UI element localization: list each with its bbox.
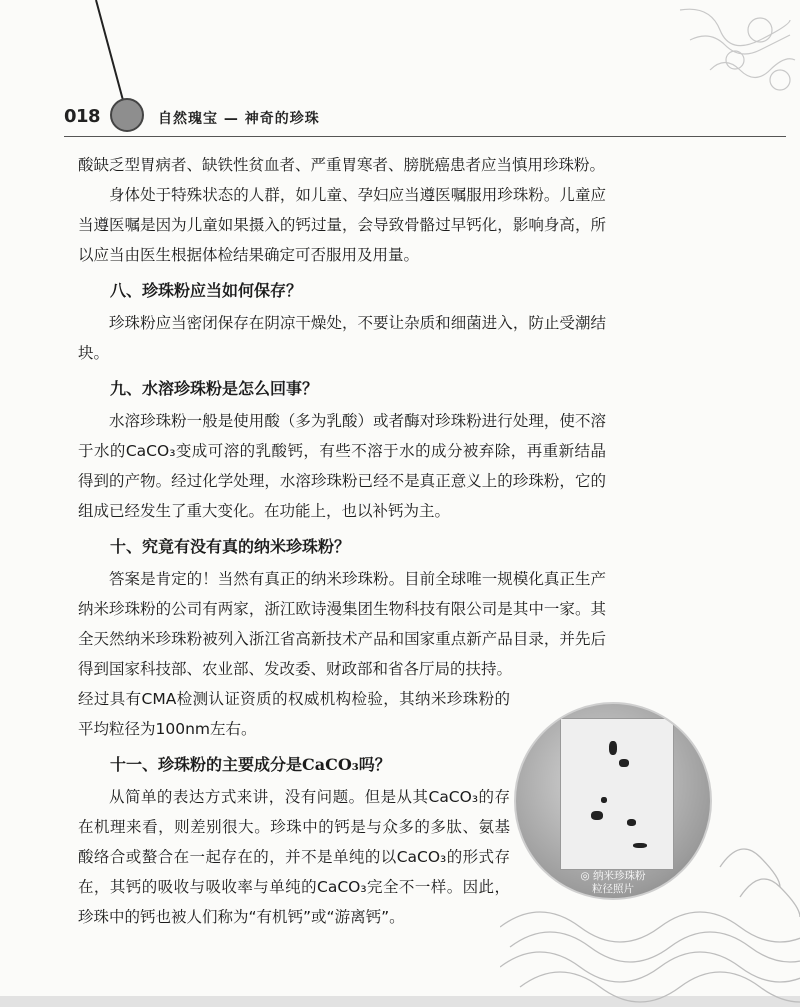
corner-swirl-ornament (660, 0, 800, 110)
section-heading-10: 十、究竟有没有真的纳米珍珠粉？ (110, 537, 351, 556)
running-header-title: 自然瑰宝 — 神奇的珍珠 (158, 111, 320, 127)
section-body-8: 珍珠粉应当密闭保存在阴凉干燥处，不要让杂质和细菌进入，防止受潮结块。 (78, 314, 606, 362)
micrograph-image (560, 718, 674, 870)
section-heading-11: 十一、珍珠粉的主要成分是CaCO₃吗？ (110, 755, 391, 774)
section-body-10-cont: 经过具有CMA检测认证资质的权威机构检验，其纳米珍珠粉的平均粒径为100nm左右。 (78, 690, 510, 738)
section-body-10: 答案是肯定的！当然有真正的纳米珍珠粉。目前全球唯一规模化真正生产纳米珍珠粉的公司有两家，浙江欧诗漫集团生物科技有限公司是其中一家。其全天然纳米珍珠粉被列入浙江省高新技术产品和国家重点新产品目录，并先后得到国家科技部、农业部、发改委、财政部和省各厅局的扶持。 (78, 570, 606, 678)
section-heading-9: 九、水溶珍珠粉是怎么回事？ (110, 379, 319, 398)
header-circle-ornament (110, 98, 144, 132)
figure-caption (516, 870, 710, 896)
section-body-11: 从简单的表达方式来讲，没有问题。但是从其CaCO₃的存在机理来看，则差别很大。珍珠中的钙是与众多的多肽、氨基酸络合或螯合在一起存在的，并不是单纯的以CaCO₃的形式存在，其钙的吸收与吸收率与单纯的CaCO₃完全不一样。因此，珍珠中的钙也被人们称为“有机钙”或“游离钙”。 (78, 788, 510, 926)
paragraph-continued: 酸缺乏型胃病者、缺铁性贫血者、严重胃寒者、膀胱癌患者应当慎用珍珠粉。 (78, 156, 606, 174)
section-heading-8: 八、珍珠粉应当如何保存？ (110, 281, 303, 300)
page-number: 018 (64, 106, 101, 127)
section-body-9: 水溶珍珠粉一般是使用酸（多为乳酸）或者酶对珍珠粉进行处理，使不溶于水的CaCO₃变成可溶的乳酸钙，有些不溶于水的成分被弃除，再重新结晶得到的产物。经过化学处理，水溶珍珠粉已经不是真正意义上的珍珠粉，它的组成已经发生了重大变化。在功能上，也以补钙为主。 (78, 412, 606, 520)
nano-pearl-photo (514, 702, 712, 900)
figure-caption-line-1: ◎ 纳米珍珠粉 (580, 870, 646, 882)
header-rule (64, 136, 786, 137)
figure-caption-line-2: 粒径照片 (592, 883, 634, 895)
paragraph: 身体处于特殊状态的人群，如儿童、孕妇应当遵医嘱服用珍珠粉。儿童应当遵医嘱是因为儿童如果摄入的钙过量，会导致骨骼过早钙化，影响身高，所以应当由医生根据体检结果确定可否服用及用量。 (78, 186, 606, 264)
